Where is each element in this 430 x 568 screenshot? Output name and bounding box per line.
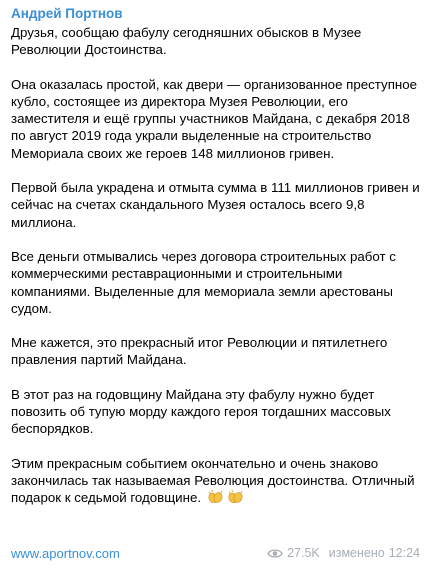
post-paragraph: В этот раз на годовщину Майдана эту фабулу нужно будет повозить об тупую морду каждого героя тогдашних массовых беспорядков. bbox=[11, 386, 391, 437]
post-paragraph: Мне кажется, это прекрасный итог Революции и пятилетнего правления партий Майдана. bbox=[11, 335, 388, 368]
post-paragraph: Первой была украдена и отмыта сумма в 111 миллионов гривен и сейчас на счетах скандального Музея осталось всего 9,8 миллиона. bbox=[11, 180, 420, 230]
post-time: 12:24 bbox=[388, 546, 420, 560]
clapping-hands-icon bbox=[227, 489, 245, 504]
post-paragraph: Друзья, сообщаю фабулу сегодняшних обысков в Музее Революции Достоинства. bbox=[11, 25, 362, 58]
post-footer bbox=[11, 544, 420, 562]
clapping-hands-icon bbox=[207, 489, 225, 504]
website-link[interactable]: www.aportnov.com bbox=[11, 545, 120, 561]
post-meta bbox=[267, 546, 420, 560]
eye-icon bbox=[267, 548, 283, 559]
post-paragraph: Все деньги отмывались через договора строительных работ с коммерческими реставрационными и строительными компаниями. Выделенные для мемориала земли арестованы судом. bbox=[11, 248, 396, 316]
post-paragraph-text: Этим прекрасным событием окончательно и очень знаково закончилась так называемая Революция достоинства. Отличный подарок к седьмой годовщине. bbox=[11, 455, 415, 506]
edited-label: изменено bbox=[328, 546, 385, 560]
post-paragraph-last bbox=[11, 455, 420, 507]
post-paragraph: Она оказалась простой, как двери — организованное преступное кубло, состоящее из директора Музея Революции, его заместителя и ещё группы участников Майдана, с декабря 2018 по август 2019 года украли выделенные на строительство Мемориала своих же героев 148 миллионов гривен. bbox=[11, 76, 418, 161]
post-author[interactable]: Андрей Портнов bbox=[11, 6, 123, 21]
post-body bbox=[11, 24, 420, 507]
view-count: 27.5K bbox=[287, 546, 320, 560]
